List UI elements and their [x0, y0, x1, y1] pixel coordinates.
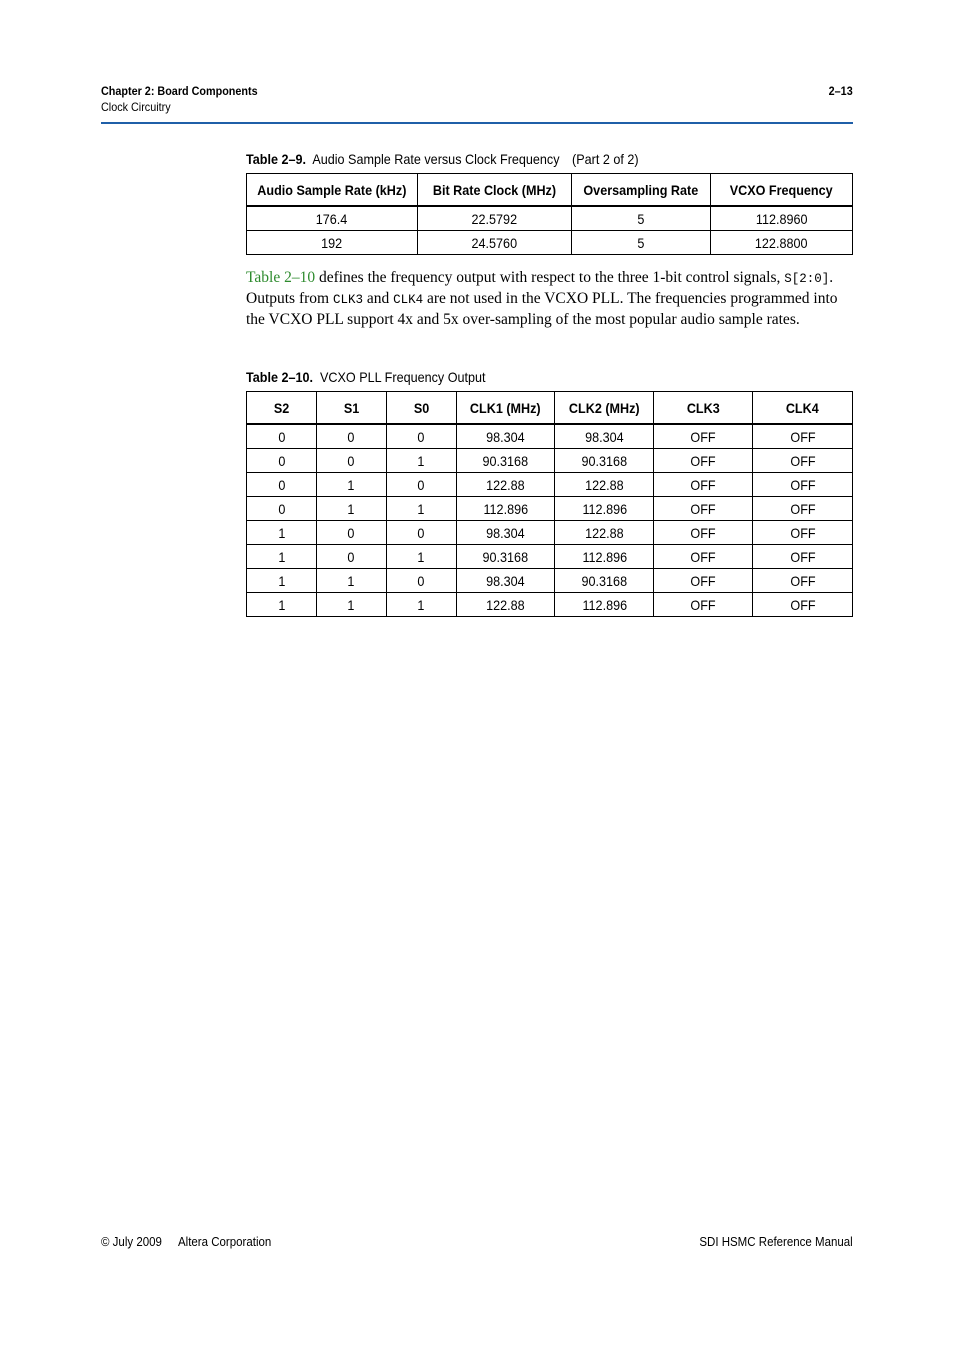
table-cell [316, 521, 386, 545]
column-header-label: CLK1 (MHz) [470, 399, 541, 416]
cell-value: 98.304 [486, 524, 525, 541]
cell-value: 192 [321, 234, 343, 251]
table-cell [386, 497, 456, 521]
table-cell [753, 449, 853, 473]
column-header [316, 392, 386, 425]
table-cell [654, 424, 753, 449]
cell-value: OFF [789, 596, 816, 613]
table-cell [386, 521, 456, 545]
table-cell [753, 545, 853, 569]
cell-value: 0 [347, 548, 355, 565]
column-header [247, 174, 418, 207]
cell-value: 1 [277, 572, 285, 589]
signal-name-s: S[2:0] [784, 272, 830, 286]
cell-value: 24.5760 [471, 234, 518, 251]
cell-value: OFF [690, 548, 716, 565]
cell-value: 1 [277, 548, 285, 565]
table-cell [316, 497, 386, 521]
signal-name-clk3: CLK3 [332, 293, 363, 307]
table-row [247, 593, 853, 617]
cell-value: 0 [347, 524, 355, 541]
table-cell [386, 424, 456, 449]
table-row [247, 206, 853, 231]
column-header [572, 174, 711, 207]
table-cell [316, 593, 386, 617]
table-cell [753, 569, 853, 593]
table-cell [654, 473, 753, 497]
paragraph-text-4: are not used in the VCXO PLL. The frequencies programmed into the VCXO PLL support 4x and 5x over-sampling of the most popular audio sample rates. [246, 290, 838, 328]
table-cell [316, 449, 386, 473]
cell-value: 1 [277, 596, 285, 613]
cell-value: 0 [347, 428, 355, 445]
cell-value: 0 [417, 428, 425, 445]
column-header-label: Bit Rate Clock (MHz) [432, 181, 557, 198]
table-row [247, 231, 853, 255]
caption-part: (Part 2 of 2) [572, 151, 639, 167]
table-cell [572, 231, 711, 255]
cell-value: 90.3168 [482, 452, 529, 469]
cell-value: 98.304 [486, 572, 525, 589]
column-header [711, 174, 853, 207]
table-cell [555, 545, 654, 569]
table-cell [572, 206, 711, 231]
table-row [247, 424, 853, 449]
table-cell [456, 521, 555, 545]
page-header [101, 84, 853, 124]
table-cell [456, 473, 555, 497]
cell-value: OFF [690, 524, 716, 541]
caption-number: Table 2–9. [246, 151, 307, 167]
cell-value: 0 [347, 452, 355, 469]
column-header-label: S1 [343, 399, 359, 416]
cell-value: 1 [417, 500, 425, 517]
cell-value: 0 [277, 452, 285, 469]
table-cell [247, 521, 317, 545]
cell-value: 98.304 [585, 428, 624, 445]
cell-value: OFF [789, 500, 816, 517]
table-cell [456, 497, 555, 521]
table-cell [753, 593, 853, 617]
table-cell [654, 593, 753, 617]
table-row [247, 497, 853, 521]
table-cell [555, 521, 654, 545]
column-header [654, 392, 753, 425]
table-cell [247, 424, 317, 449]
table-header-row [247, 392, 853, 425]
cell-value: 1 [347, 596, 355, 613]
table-cell [386, 449, 456, 473]
column-header [247, 392, 317, 425]
cell-value: 1 [347, 500, 355, 517]
table-cell [711, 231, 853, 255]
cell-value: OFF [690, 572, 716, 589]
table-cell [456, 424, 555, 449]
table-cell [247, 206, 418, 231]
table-cell [456, 545, 555, 569]
table-cell [456, 593, 555, 617]
column-header-label: CLK2 (MHz) [569, 399, 640, 416]
cell-value: OFF [789, 476, 816, 493]
table-cell [316, 473, 386, 497]
manual-title: SDI HSMC Reference Manual [699, 1235, 853, 1249]
cell-value: 122.8800 [755, 234, 808, 251]
table-cell [247, 569, 317, 593]
table-cell [247, 497, 317, 521]
cell-value: OFF [789, 524, 816, 541]
column-header [555, 392, 654, 425]
section-title: Clock Circuitry [101, 100, 171, 114]
column-header [386, 392, 456, 425]
caption-number: Table 2–10. [246, 369, 314, 385]
cell-value: 122.88 [486, 476, 525, 493]
caption-title: VCXO PLL Frequency Output [320, 369, 486, 385]
table-cell [247, 545, 317, 569]
cell-value: 122.88 [486, 596, 525, 613]
table-row [247, 473, 853, 497]
table-cell [555, 473, 654, 497]
table-cell [555, 497, 654, 521]
table-cell [386, 545, 456, 569]
copyright-text: © July 2009 [101, 1235, 162, 1249]
cell-value: 90.3168 [581, 452, 628, 469]
cell-value: OFF [690, 452, 716, 469]
cell-value: 122.88 [585, 476, 624, 493]
table-cell [654, 569, 753, 593]
table-cell [316, 545, 386, 569]
table-2-9 [246, 173, 853, 255]
cell-value: 90.3168 [482, 548, 529, 565]
cell-value: 176.4 [316, 210, 348, 227]
cell-value: 5 [637, 210, 645, 227]
cell-value: 1 [347, 572, 355, 589]
column-header-label: S0 [413, 399, 429, 416]
cell-value: 112.896 [582, 548, 627, 565]
cell-value: OFF [789, 548, 816, 565]
table-cell [753, 473, 853, 497]
table-row [247, 545, 853, 569]
cell-value: 0 [277, 476, 285, 493]
cell-value: 1 [347, 476, 355, 493]
column-header-label: VCXO Frequency [730, 181, 834, 198]
cell-value: 1 [277, 524, 285, 541]
column-header-label: Audio Sample Rate (kHz) [257, 181, 407, 198]
signal-name-clk4: CLK4 [393, 293, 424, 307]
table-header-row [247, 174, 853, 207]
page-number: 2–13 [828, 84, 853, 98]
cell-value: OFF [690, 596, 716, 613]
cell-value: 0 [277, 428, 285, 445]
table-cell [753, 521, 853, 545]
table-cell [316, 424, 386, 449]
cell-value: OFF [690, 476, 716, 493]
column-header-label: CLK4 [786, 399, 820, 416]
column-header [417, 174, 572, 207]
chapter-title: Chapter 2: Board Components [101, 84, 258, 98]
table-cell [386, 569, 456, 593]
cell-value: 0 [277, 500, 285, 517]
table-cell [247, 231, 418, 255]
paragraph-text-3: and [362, 290, 394, 307]
table-row [247, 449, 853, 473]
cell-value: 22.5792 [471, 210, 518, 227]
cell-value: 90.3168 [581, 572, 628, 589]
table-cell [555, 449, 654, 473]
table-cell [247, 449, 317, 473]
paragraph-text-1: defines the frequency output with respect to the three 1-bit control signals, [315, 269, 785, 286]
cell-value: 0 [417, 524, 425, 541]
cell-value: OFF [789, 452, 816, 469]
table-cell [555, 569, 654, 593]
cell-value: OFF [690, 500, 716, 517]
table-row [247, 521, 853, 545]
table-cell [753, 424, 853, 449]
cell-value: 112.8960 [755, 210, 808, 227]
cell-value: 1 [417, 548, 425, 565]
table-row [247, 569, 853, 593]
column-header [753, 392, 853, 425]
table-cell [555, 424, 654, 449]
table-cell [316, 569, 386, 593]
table-2-9-caption [246, 151, 639, 167]
paragraph-text-2: . Outputs from [246, 269, 834, 307]
cell-value: OFF [789, 428, 816, 445]
column-header-label: S2 [273, 399, 290, 416]
table-cell [654, 449, 753, 473]
cell-value: OFF [789, 572, 816, 589]
cell-value: OFF [690, 428, 716, 445]
table-cell [555, 593, 654, 617]
column-header-label: CLK3 [686, 399, 720, 416]
table-cell [247, 593, 317, 617]
cell-value: 122.88 [585, 524, 624, 541]
cell-value: 112.896 [483, 500, 528, 517]
cell-value: 112.896 [582, 596, 627, 613]
table-cell [654, 521, 753, 545]
table-cell [456, 449, 555, 473]
table-cell [417, 206, 572, 231]
table-2-10-link[interactable]: Table 2–10 [246, 269, 316, 286]
cell-value: 0 [417, 572, 425, 589]
caption-title: Audio Sample Rate versus Clock Frequency [312, 151, 560, 167]
table-cell [456, 569, 555, 593]
cell-value: 0 [417, 476, 425, 493]
table-2-10-caption [246, 369, 486, 385]
cell-value: 1 [417, 452, 425, 469]
table-cell [654, 545, 753, 569]
table-cell [417, 231, 572, 255]
company-name: Altera Corporation [177, 1235, 272, 1249]
table-cell [247, 473, 317, 497]
table-cell [711, 206, 853, 231]
cell-value: 98.304 [486, 428, 525, 445]
table-cell [386, 593, 456, 617]
cell-value: 112.896 [582, 500, 627, 517]
cell-value: 1 [417, 596, 425, 613]
cell-value: 5 [637, 234, 645, 251]
column-header [456, 392, 555, 425]
table-cell [386, 473, 456, 497]
table-cell [753, 497, 853, 521]
table-cell [654, 497, 753, 521]
table-2-10 [246, 391, 853, 617]
column-header-label: Oversampling Rate [583, 181, 699, 198]
body-paragraph [246, 268, 856, 330]
